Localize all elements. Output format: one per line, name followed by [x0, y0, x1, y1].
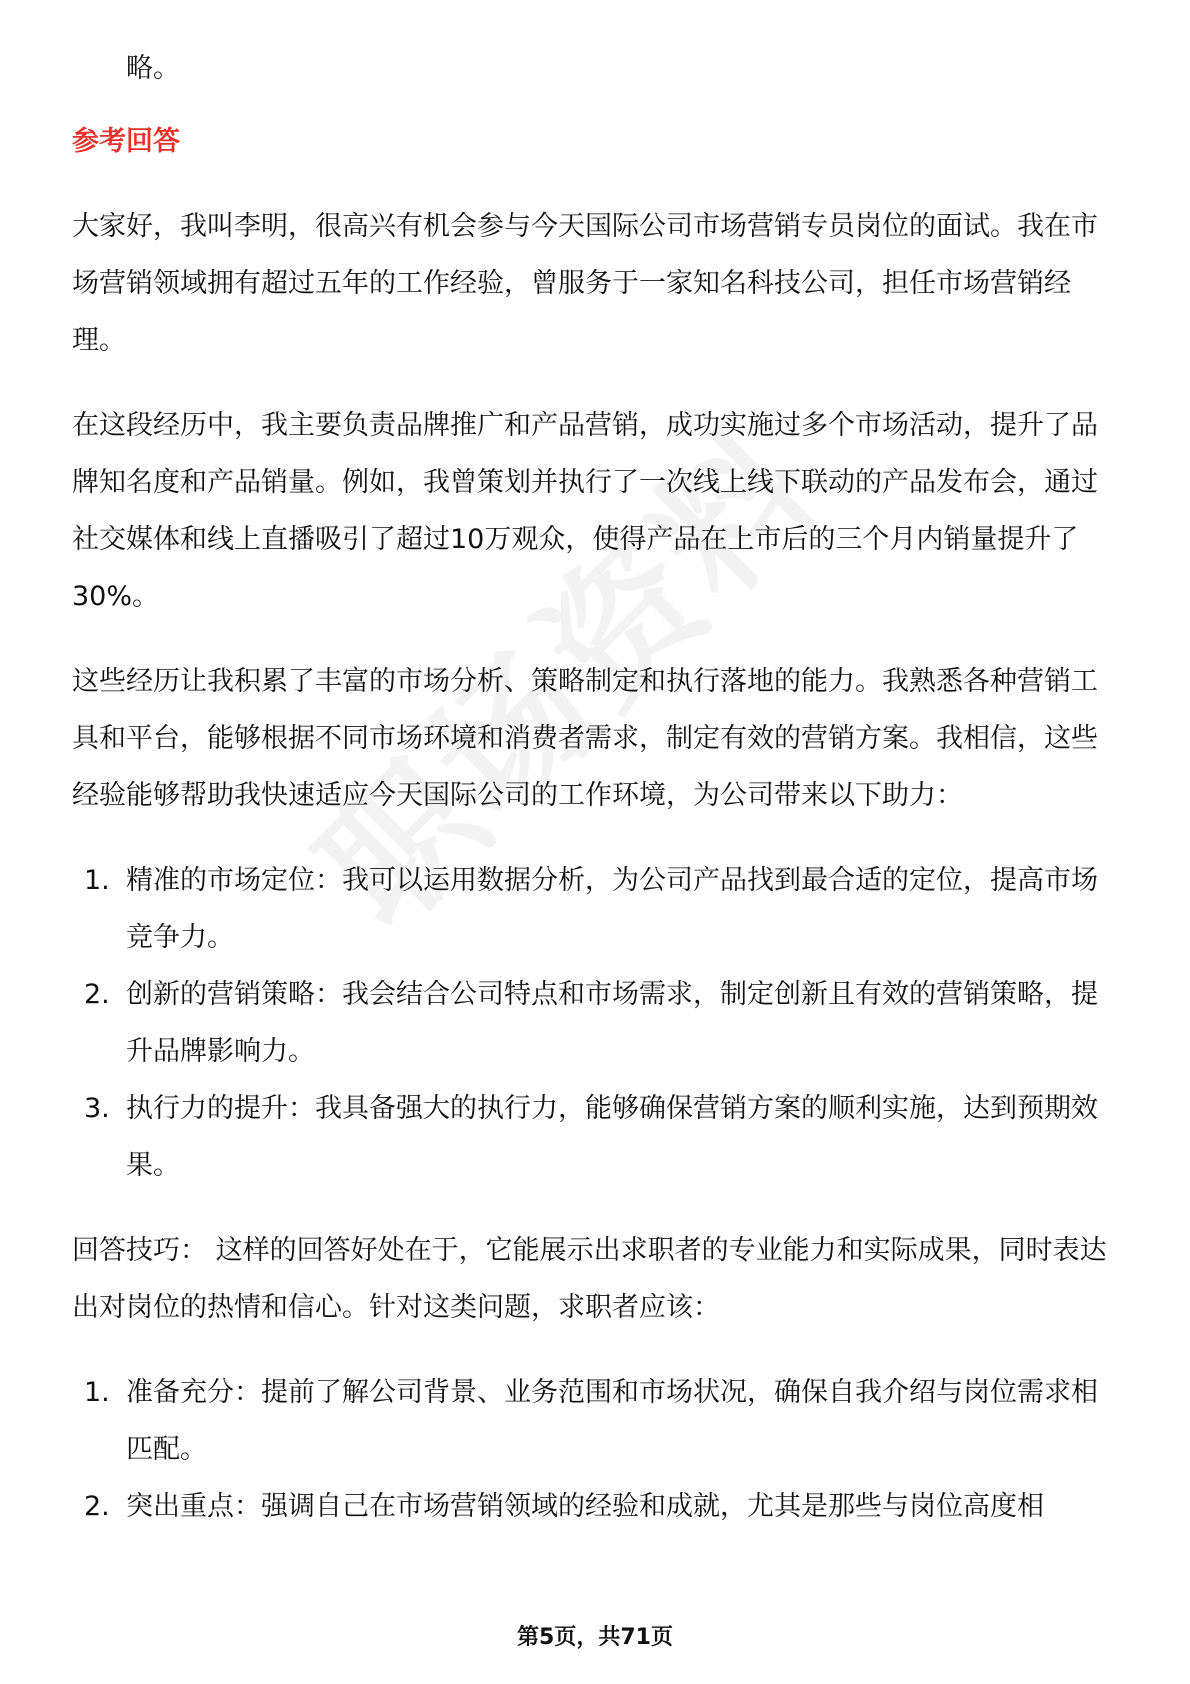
paragraph-intro: 大家好，我叫李明，很高兴有机会参与今天国际公司市场营销专员岗位的面试。我在市场营销领域拥有超过五年的工作经验，曾服务于一家知名科技公司，担任市场营销经理。 — [72, 211, 1098, 356]
list-item-text: 创新的营销策略：我会结合公司特点和市场需求，制定创新且有效的营销策略，提升品牌影响力。 — [126, 979, 1098, 1067]
list-item-text: 准备充分：提前了解公司背景、业务范围和市场状况，确保自我介绍与岗位需求相匹配。 — [126, 1377, 1098, 1465]
list-number: 3. — [84, 1093, 110, 1124]
list-item-text: 执行力的提升：我具备强大的执行力，能够确保营销方案的顺利实施，达到预期效果。 — [126, 1093, 1098, 1181]
advice-list — [72, 1364, 1122, 1535]
page-content — [72, 40, 1122, 1535]
page-number: 第5页，共71页 — [517, 1625, 673, 1650]
list-item — [72, 1478, 1122, 1535]
list-item — [72, 1364, 1122, 1478]
paragraph-skills: 这些经历让我积累了丰富的市场分析、策略制定和执行落地的能力。我熟悉各种营销工具和平台，能够根据不同市场环境和消费者需求，制定有效的营销方案。我相信，这些经验能够帮助我快速适应今天国际公司的工作环境，为公司带来以下助力： — [72, 666, 1098, 811]
continuation-text: 略。 — [126, 53, 180, 84]
list-number: 2. — [84, 979, 110, 1010]
list-item-text: 精准的市场定位：我可以运用数据分析，为公司产品找到最合适的定位，提高市场竞争力。 — [126, 865, 1098, 953]
list-item — [72, 1080, 1122, 1194]
list-number: 1. — [84, 865, 110, 896]
section-heading: 参考回答 — [72, 126, 180, 157]
contributions-list — [72, 852, 1122, 1194]
list-item — [72, 966, 1122, 1080]
list-item-text: 突出重点：强调自己在市场营销领域的经验和成就，尤其是那些与岗位高度相 — [126, 1491, 1044, 1522]
answer-tips: 回答技巧： 这样的回答好处在于，它能展示出求职者的专业能力和实际成果，同时表达出对岗位的热情和信心。针对这类问题，求职者应该： — [72, 1235, 1107, 1323]
list-number: 2. — [84, 1491, 110, 1522]
list-item — [72, 852, 1122, 966]
paragraph-experience: 在这段经历中，我主要负责品牌推广和产品营销，成功实施过多个市场活动，提升了品牌知名度和产品销量。例如，我曾策划并执行了一次线上线下联动的产品发布会，通过社交媒体和线上直播吸引了超过10万观众，使得产品在上市后的三个月内销量提升了30%。 — [72, 410, 1098, 612]
list-number: 1. — [84, 1377, 110, 1408]
